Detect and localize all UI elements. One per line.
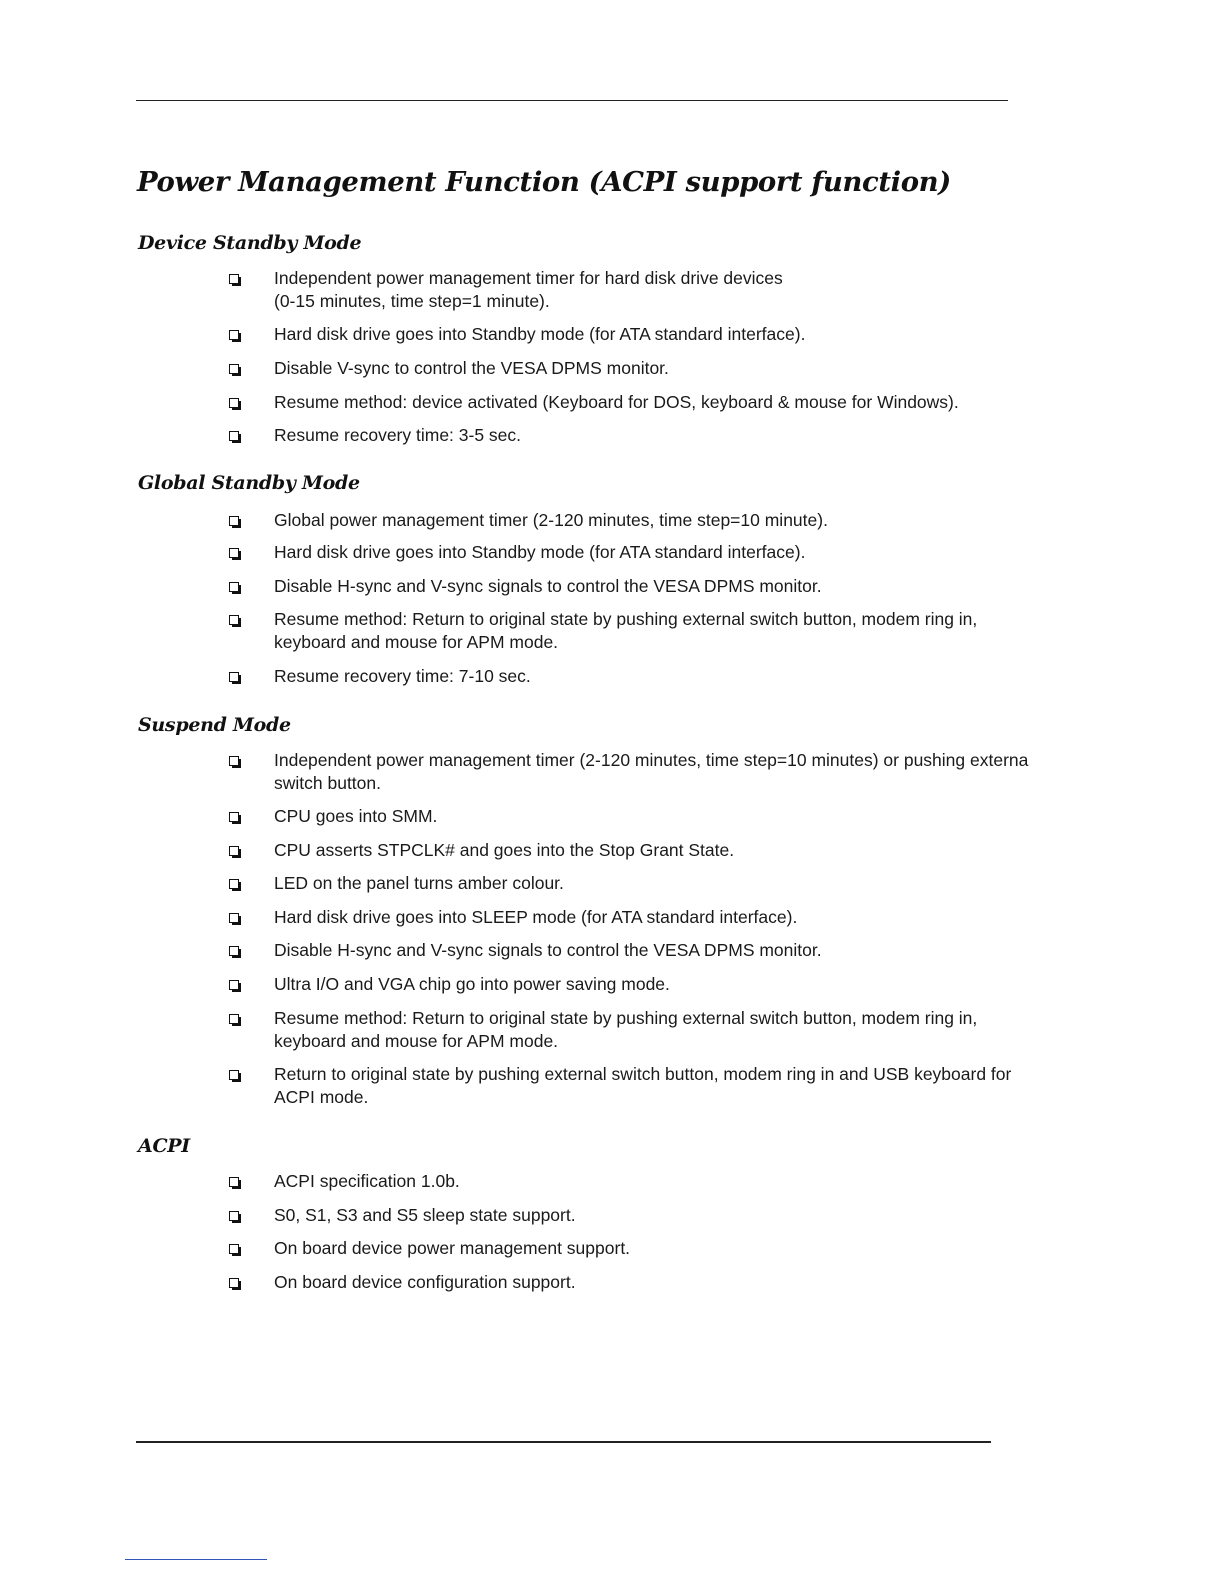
list-item-text — [274, 749, 1075, 795]
list-item-text — [274, 608, 1075, 654]
square-bullet-icon — [229, 516, 242, 529]
list-item-line: On board device configuration support. — [274, 1272, 576, 1292]
list-item-line: Global power management timer (2-120 minutes, time step=10 minute). — [274, 510, 828, 530]
list-item — [229, 323, 1075, 346]
square-bullet-icon — [229, 398, 242, 411]
list-item-line: On board device power management support. — [274, 1238, 631, 1258]
list-item-line: Hard disk drive goes into Standby mode (for ATA standard interface). — [274, 324, 806, 344]
list-item-text — [274, 424, 1075, 447]
list-item-text — [274, 1271, 1075, 1294]
list-item — [229, 839, 1075, 862]
square-bullet-icon — [229, 1070, 242, 1083]
square-bullet-icon — [229, 330, 242, 343]
list-item-line: Independent power management timer (2-120 minutes, time step=10 minutes) or pushing externa — [274, 750, 1029, 770]
list-item — [229, 541, 1075, 564]
list-item-text — [274, 839, 1075, 862]
list-item-text — [274, 1237, 1075, 1260]
list-item — [229, 509, 1075, 532]
list-item-line: Disable V-sync to control the VESA DPMS monitor. — [274, 358, 669, 378]
list-item — [229, 1007, 1075, 1053]
list-item — [229, 357, 1075, 380]
square-bullet-icon — [229, 1244, 242, 1257]
list-item-line: Independent power management timer for hard disk drive devices — [274, 268, 783, 288]
list-item — [229, 391, 1075, 414]
square-bullet-icon — [229, 913, 242, 926]
list-item-text — [274, 939, 1075, 962]
list-item-line: Hard disk drive goes into SLEEP mode (for ATA standard interface). — [274, 907, 798, 927]
list-item-line: Disable H-sync and V-sync signals to control the VESA DPMS monitor. — [274, 576, 822, 596]
list-item-line: Disable H-sync and V-sync signals to control the VESA DPMS monitor. — [274, 940, 822, 960]
list-item — [229, 906, 1075, 929]
list-item-text — [274, 973, 1075, 996]
section-heading-suspend-mode: Suspend Mode — [138, 714, 291, 736]
list-item-line: Resume recovery time: 3-5 sec. — [274, 425, 522, 445]
page-title: Power Management Function (ACPI support function) — [137, 166, 951, 198]
section-heading-global-standby-mode: Global Standby Mode — [138, 472, 360, 494]
list-item — [229, 749, 1075, 795]
list-item-line: ACPI mode. — [274, 1087, 369, 1107]
square-bullet-icon — [229, 1211, 242, 1224]
list-item — [229, 805, 1075, 828]
list-item-text — [274, 1170, 1075, 1193]
square-bullet-icon — [229, 274, 242, 287]
list-item — [229, 424, 1075, 447]
list-item — [229, 973, 1075, 996]
square-bullet-icon — [229, 980, 242, 993]
list-item — [229, 1271, 1075, 1294]
list-item-line: (0-15 minutes, time step=1 minute). — [274, 291, 550, 311]
square-bullet-icon — [229, 1278, 242, 1291]
list-item — [229, 1237, 1075, 1260]
list-item-line: Resume method: Return to original state by pushing external switch button, modem ring in, — [274, 1008, 978, 1028]
list-item — [229, 267, 1075, 313]
square-bullet-icon — [229, 946, 242, 959]
list-item — [229, 1204, 1075, 1227]
header-rule — [136, 100, 1008, 101]
list-item-line: keyboard and mouse for APM mode. — [274, 1031, 559, 1051]
list-item-text — [274, 872, 1075, 895]
list-item-line: ACPI specification 1.0b. — [274, 1171, 460, 1191]
square-bullet-icon — [229, 1014, 242, 1027]
footer-rule — [136, 1441, 991, 1443]
list-item-line: Resume method: device activated (Keyboard for DOS, keyboard & mouse for Windows). — [274, 392, 959, 412]
list-item-line: Ultra I/O and VGA chip go into power saving mode. — [274, 974, 670, 994]
square-bullet-icon — [229, 672, 242, 685]
list-item-line: CPU goes into SMM. — [274, 806, 438, 826]
list-item-text — [274, 323, 1075, 346]
square-bullet-icon — [229, 1177, 242, 1190]
list-item-text — [274, 805, 1075, 828]
list-item — [229, 1170, 1075, 1193]
list-item-line: keyboard and mouse for APM mode. — [274, 632, 559, 652]
square-bullet-icon — [229, 879, 242, 892]
square-bullet-icon — [229, 846, 242, 859]
square-bullet-icon — [229, 615, 242, 628]
list-item — [229, 575, 1075, 598]
list-item-text — [274, 1063, 1075, 1109]
square-bullet-icon — [229, 582, 242, 595]
list-item-line: Resume recovery time: 7-10 sec. — [274, 666, 531, 686]
list-item-line: LED on the panel turns amber colour. — [274, 873, 564, 893]
square-bullet-icon — [229, 364, 242, 377]
list-item-line: switch button. — [274, 773, 381, 793]
list-item — [229, 608, 1075, 654]
list-item — [229, 665, 1075, 688]
footer-link-underline — [125, 1559, 267, 1560]
list-item-text — [274, 541, 1075, 564]
square-bullet-icon — [229, 756, 242, 769]
list-item-text — [274, 1204, 1075, 1227]
list-item-text — [274, 665, 1075, 688]
list-item-line: Hard disk drive goes into Standby mode (for ATA standard interface). — [274, 542, 806, 562]
list-item — [229, 872, 1075, 895]
list-item-text — [274, 357, 1075, 380]
list-item-text — [274, 509, 1075, 532]
list-item-text — [274, 1007, 1075, 1053]
list-item-text — [274, 575, 1075, 598]
list-item-text — [274, 906, 1075, 929]
list-item-line: CPU asserts STPCLK# and goes into the Stop Grant State. — [274, 840, 735, 860]
square-bullet-icon — [229, 431, 242, 444]
list-item-line: Return to original state by pushing external switch button, modem ring in and USB keyboard for — [274, 1064, 1012, 1084]
list-item-text — [274, 267, 1075, 313]
square-bullet-icon — [229, 812, 242, 825]
list-item — [229, 1063, 1075, 1109]
list-item — [229, 939, 1075, 962]
list-item-text — [274, 391, 1075, 414]
section-heading-acpi: ACPI — [138, 1135, 190, 1157]
section-heading-device-standby-mode: Device Standby Mode — [138, 232, 362, 254]
square-bullet-icon — [229, 548, 242, 561]
list-item-line: Resume method: Return to original state by pushing external switch button, modem ring in, — [274, 609, 978, 629]
list-item-line: S0, S1, S3 and S5 sleep state support. — [274, 1205, 576, 1225]
